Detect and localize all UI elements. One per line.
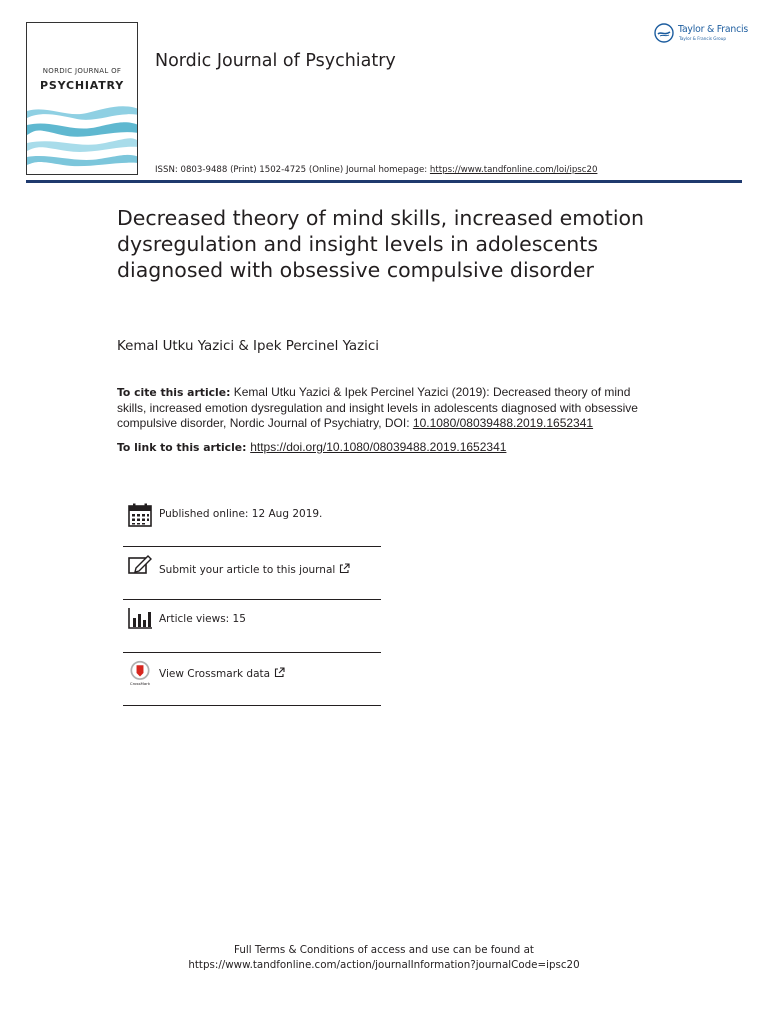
crossmark-row[interactable]: [123, 658, 381, 704]
link-label: To link to this article:: [117, 441, 251, 454]
cover-small-title: NORDIC JOURNAL OF: [42, 67, 122, 75]
header-divider: [26, 180, 742, 183]
article-title: Decreased theory of mind skills, increased emotion dysregulation and insight levels in adolescents diagnosed with obsessive compulsive disorder: [117, 206, 645, 283]
bar-chart-icon: [127, 606, 153, 632]
publisher-logo-icon: [654, 23, 674, 43]
meta-divider: [123, 546, 381, 547]
meta-divider: [123, 705, 381, 706]
calendar-icon: [127, 502, 153, 528]
cover-big-title: PSYCHIATRY: [40, 79, 124, 92]
journal-name: Nordic Journal of Psychiatry: [155, 51, 396, 71]
submit-article-link[interactable]: [159, 563, 350, 576]
journal-cover: [26, 22, 138, 175]
publisher-logo[interactable]: [654, 22, 749, 46]
external-link-icon: [274, 667, 285, 678]
edit-icon: [127, 553, 153, 579]
crossmark-logo-text: CrossMark: [129, 681, 151, 686]
article-link-line: [117, 440, 677, 454]
external-link-icon: [339, 563, 350, 574]
cover-wave-graphic: [27, 23, 138, 175]
terms-url[interactable]: https://www.tandfonline.com/action/journalInformation?journalCode=ipsc20: [188, 959, 580, 971]
views-row: [123, 604, 381, 650]
terms-line: Full Terms & Conditions of access and use can be found at: [234, 944, 534, 956]
crossmark-icon: [127, 660, 153, 686]
meta-divider: [123, 652, 381, 653]
submit-row[interactable]: [123, 553, 381, 599]
terms-footer: [84, 943, 684, 973]
journal-homepage-link[interactable]: https://www.tandfonline.com/loi/ipsc20: [429, 165, 598, 175]
crossmark-label: View Crossmark data: [159, 668, 271, 680]
meta-divider: [123, 599, 381, 600]
issn-text: ISSN: 0803-9488 (Print) 1502-4725 (Online) Journal homepage:: [155, 165, 430, 175]
crossmark-link[interactable]: [159, 667, 285, 680]
citation-block: [117, 385, 662, 430]
issn-line: [155, 165, 597, 175]
published-row: [123, 500, 381, 546]
article-authors: Kemal Utku Yazici & Ipek Percinel Yazici: [117, 339, 379, 354]
article-doi-url[interactable]: https://doi.org/10.1080/08039488.2019.1652341: [250, 440, 507, 454]
cite-text: Kemal Utku Yazici & Ipek Percinel Yazici (2019): Decreased theory of mind skills, increased emotion dysregulation and insight levels in adolescents diagnosed with obsessive compulsive disorder, Nordic Journal of Psychiatry, DOI:: [117, 385, 638, 430]
article-views: Article views: 15: [159, 613, 246, 625]
doi-link[interactable]: 10.1080/08039488.2019.1652341: [412, 415, 594, 430]
cite-label: To cite this article:: [117, 386, 231, 399]
publisher-name: Taylor & Francis: [678, 24, 749, 35]
submit-article-label: Submit your article to this journal: [159, 564, 336, 576]
publisher-subname: Taylor & Francis Group: [679, 36, 727, 41]
published-date: Published online: 12 Aug 2019.: [159, 508, 323, 520]
